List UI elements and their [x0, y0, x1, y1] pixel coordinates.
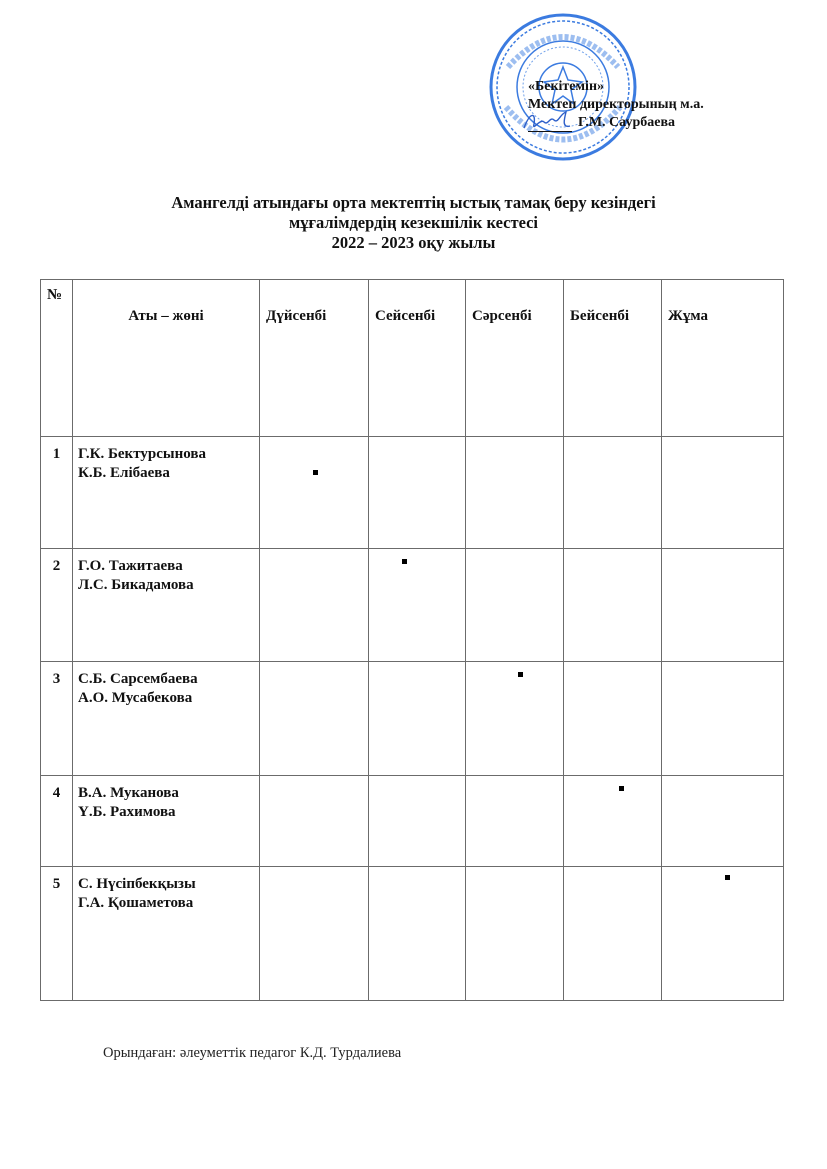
approval-signatory-name: Г.М. Саурбаева — [578, 115, 676, 130]
duty-cell-tuesday — [369, 437, 466, 549]
teacher-name: Г.О. Тажитаева — [78, 558, 183, 574]
duty-cell-thursday — [564, 437, 662, 549]
teacher-names — [73, 549, 260, 662]
duty-schedule-table — [40, 279, 784, 1001]
duty-cell-monday — [260, 437, 369, 549]
table-row — [41, 662, 784, 776]
duty-cell-thursday — [564, 549, 662, 662]
teacher-name: Ү.Б. Рахимова — [78, 804, 176, 820]
row-number: 3 — [41, 662, 73, 776]
duty-cell-thursday — [564, 867, 662, 1001]
table-row — [41, 549, 784, 662]
teacher-name: Л.С. Бикадамова — [78, 577, 194, 593]
title-line-1: Амангелді атындағы орта мектептің ыстық тамақ беру кезіндегі — [171, 193, 656, 212]
square-bullet-icon — [619, 786, 624, 791]
header-monday: Дүйсенбі — [260, 280, 369, 437]
teacher-names — [73, 437, 260, 549]
teacher-name: Г.А. Қошаметова — [78, 895, 194, 911]
square-bullet-icon — [725, 875, 730, 880]
duty-cell-friday — [662, 867, 784, 1001]
square-bullet-icon — [402, 559, 407, 564]
duty-cell-monday — [260, 549, 369, 662]
teacher-names — [73, 776, 260, 867]
duty-cell-monday — [260, 867, 369, 1001]
title-line-3: 2022 – 2023 оқу жылы — [331, 233, 496, 252]
square-bullet-icon — [518, 672, 523, 677]
header-number: № — [41, 280, 73, 437]
header-tuesday: Сейсенбі — [369, 280, 466, 437]
row-number: 5 — [41, 867, 73, 1001]
duty-cell-thursday — [564, 662, 662, 776]
document-title — [0, 193, 827, 253]
duty-cell-friday — [662, 549, 784, 662]
square-bullet-icon — [313, 470, 318, 475]
title-line-2: мұғалімдердің кезекшілік кестесі — [289, 213, 538, 232]
approval-position: Мектеп директорының м.а. — [528, 97, 704, 112]
duty-cell-wednesday — [466, 662, 564, 776]
duty-cell-wednesday — [466, 437, 564, 549]
table-row — [41, 437, 784, 549]
teacher-name: Г.К. Бектурсынова — [78, 446, 206, 462]
duty-cell-wednesday — [466, 776, 564, 867]
header-name: Аты – жөні — [73, 280, 260, 437]
table-row — [41, 867, 784, 1001]
table-header-row — [41, 280, 784, 437]
teacher-names — [73, 867, 260, 1001]
duty-cell-monday — [260, 776, 369, 867]
approval-heading: «Бекітемін» — [528, 79, 605, 94]
teacher-name: В.А. Муканова — [78, 785, 179, 801]
duty-cell-tuesday — [369, 776, 466, 867]
row-number: 2 — [41, 549, 73, 662]
header-wednesday: Сәрсенбі — [466, 280, 564, 437]
duty-cell-friday — [662, 437, 784, 549]
duty-cell-wednesday — [466, 549, 564, 662]
row-number: 4 — [41, 776, 73, 867]
duty-cell-monday — [260, 662, 369, 776]
teacher-name: С. Нүсіпбекқызы — [78, 876, 196, 892]
header-friday: Жұма — [662, 280, 784, 437]
teacher-name: С.Б. Сарсембаева — [78, 671, 198, 687]
duty-cell-tuesday — [369, 662, 466, 776]
teacher-names — [73, 662, 260, 776]
duty-cell-friday — [662, 776, 784, 867]
teacher-name: А.О. Мусабекова — [78, 690, 193, 706]
duty-cell-friday — [662, 662, 784, 776]
signature-icon — [520, 108, 580, 134]
duty-cell-tuesday — [369, 549, 466, 662]
table-row — [41, 776, 784, 867]
prepared-by: Орындаған: әлеуметтік педагог К.Д. Турдалиева — [103, 1045, 402, 1061]
duty-cell-tuesday — [369, 867, 466, 1001]
teacher-name: К.Б. Елібаева — [78, 465, 170, 481]
header-thursday: Бейсенбі — [564, 280, 662, 437]
duty-cell-wednesday — [466, 867, 564, 1001]
row-number: 1 — [41, 437, 73, 549]
duty-cell-thursday — [564, 776, 662, 867]
